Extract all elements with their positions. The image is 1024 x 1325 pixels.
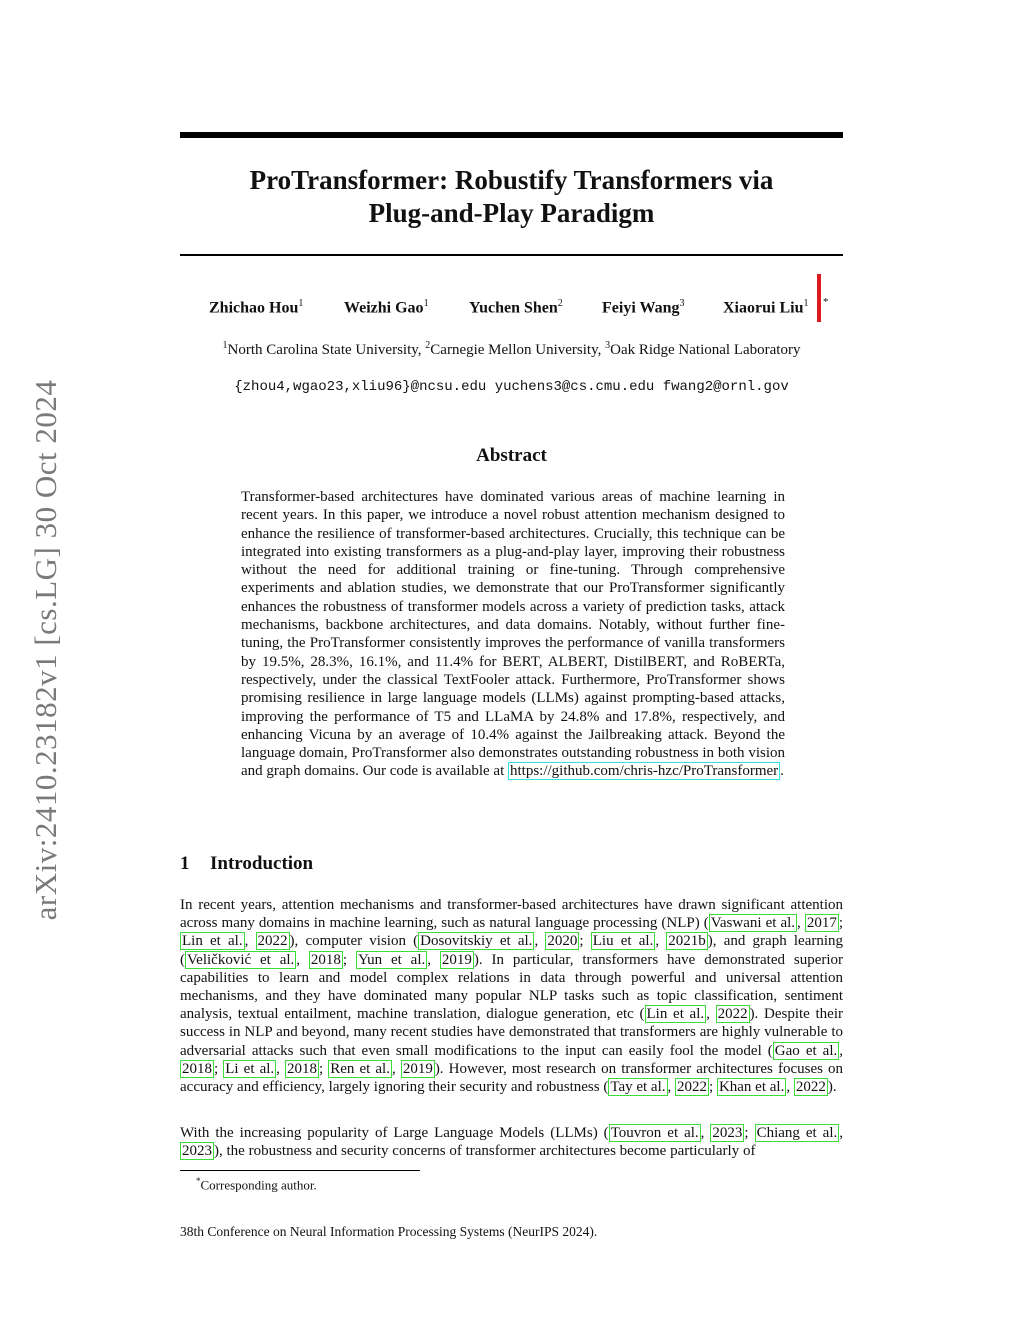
paragraph-text: , <box>839 1042 843 1059</box>
author-emails: {zhou4,wgao23,xliu96}@ncsu.edu yuchens3@cs.cmu.edu fwang2@ornl.gov <box>234 379 789 395</box>
title-line-2: Plug-and-Play Paradigm <box>368 198 655 228</box>
citation-link[interactable]: 2023 <box>712 1125 743 1141</box>
citation-link[interactable]: 2022 <box>257 933 288 950</box>
introduction-paragraph-2 <box>180 1124 843 1160</box>
citation-link[interactable]: Lin et al. <box>646 1006 705 1023</box>
citation-link[interactable]: 2021b <box>668 933 706 950</box>
citation-link[interactable]: Liu et al. <box>592 933 654 950</box>
citation-link[interactable]: Touvron et al. <box>610 1125 699 1141</box>
author-2 <box>344 298 429 317</box>
author-name: Xiaorui Liu <box>723 299 804 317</box>
code-link[interactable]: https://github.com/chris-hzc/ProTransformer <box>510 763 779 780</box>
abstract-text: Transformer-based architectures have dominated various areas of machine learning in recent years. In this paper, we introduce a novel robust attention mechanism designed to enhance the resilience of transformer-based architectures. Crucially, this technique can be integrated into existing transformers as a plug-and-play layer, improving their robustness without the need for additional training or fine-tuning. Through comprehensive experiments and ablation studies, we demonstrate that our ProTransformer significantly enhances the robustness of transformer models across a variety of prediction tasks, attack mechanisms, backbone architectures, and data domains. Notably, without further fine-tuning, the ProTransformer consistently improves the performance of vanilla transformers by 19.5%, 28.3%, 16.1%, and 11.4% for BERT, ALBERT, DistilBERT, and RoBERTa, respectively, under the classical TextFooler attack. Furthermore, ProTransformer shows promising resilience in large language models (LLMs) against prompting-based attacks, improving the performance of T5 and LLaMA by 24.8% and 17.8%, respectively, and enhancing Vicuna by an average of 10.4% against the Jailbreaking attack. Beyond the language domain, ProTransformer also demonstrates outstanding robustness in both vision and graph domains. Our code is available at <box>241 489 785 780</box>
paragraph-text: ), computer vision ( <box>289 933 419 950</box>
affiliation-name: Oak Ridge National Laboratory <box>610 342 801 358</box>
author-name: Zhichao Hou <box>209 299 299 317</box>
section-heading-introduction <box>180 853 313 875</box>
footnote-mark: * <box>196 1176 201 1186</box>
title-bottom-rule <box>180 254 843 256</box>
author-1 <box>209 298 303 317</box>
citation-link[interactable]: 2018 <box>310 951 341 968</box>
introduction-paragraph-1 <box>180 896 843 1096</box>
paragraph-text: , <box>296 951 309 968</box>
paragraph-text: ; <box>342 951 356 968</box>
citation-link[interactable]: Li et al. <box>225 1060 275 1077</box>
paragraph-text: , <box>839 1125 844 1141</box>
corresponding-author-mark: * <box>823 296 829 308</box>
footnote-text: Corresponding author. <box>200 1177 317 1193</box>
paragraph-text: ; <box>214 1060 224 1077</box>
citation-link[interactable]: 2019 <box>402 1060 433 1077</box>
author-list <box>180 298 843 322</box>
section-title: Introduction <box>210 853 314 874</box>
citation-link[interactable]: Gao et al. <box>774 1042 838 1059</box>
title-top-rule <box>180 132 843 138</box>
abstract-body <box>241 488 785 781</box>
paragraph-text: , <box>276 1060 285 1077</box>
paragraph-text: , <box>427 951 440 968</box>
paragraph-text: ). In particular, transformers have demonstrated superior capabilities to learn and model complex relations in data through powerful and universal attention mechanisms, and they have dominated many popular NLP tasks such as topic classification, sentiment analysis, textual entailment, machine translation, dialogue generation, etc ( <box>180 951 844 1023</box>
citation-link[interactable]: 2018 <box>286 1060 317 1077</box>
paragraph-text: With the increasing popularity of Large Language Models (LLMs) ( <box>180 1125 609 1141</box>
citation-link[interactable]: Veličković et al. <box>187 951 295 968</box>
citation-link[interactable]: Tay et al. <box>610 1079 666 1096</box>
section-number: 1 <box>180 853 190 874</box>
paragraph-text: ). <box>827 1079 837 1096</box>
citation-link[interactable]: 2019 <box>441 951 472 968</box>
citation-link[interactable]: 2020 <box>547 933 578 950</box>
affiliations <box>180 340 843 359</box>
author-affiliation-number: 1 <box>298 298 304 309</box>
author-4 <box>602 298 685 317</box>
citation-link[interactable]: Dosovitskiy et al. <box>420 933 533 950</box>
affiliation-name: Carnegie Mellon University, <box>430 342 606 358</box>
citation-link[interactable]: Chiang et al. <box>756 1125 838 1141</box>
citation-link[interactable]: 2017 <box>806 915 837 932</box>
author-name: Feiyi Wang <box>602 299 680 317</box>
abstract-end: . <box>780 763 784 780</box>
author-name: Weizhi Gao <box>344 299 424 317</box>
paragraph-text: ), the robustness and security concerns of transformer architectures become particularly of <box>214 1143 756 1160</box>
paragraph-text: , <box>786 1079 794 1096</box>
citation-link[interactable]: Yun et al. <box>357 951 426 968</box>
paragraph-text: ; <box>744 1125 755 1141</box>
citation-link[interactable]: 2023 <box>182 1143 212 1160</box>
paragraph-text: ; <box>318 1060 329 1077</box>
affiliation-number: 3 <box>605 340 611 351</box>
abstract-heading: Abstract <box>476 445 547 466</box>
citation-link[interactable]: 2022 <box>795 1079 826 1096</box>
paragraph-text: , <box>706 1006 716 1023</box>
affiliation-number: 2 <box>425 340 431 351</box>
paragraph-text: In recent years, attention mechanisms and transformer-based architectures have drawn significant attention across many domains in machine learning, such as natural language processing (NLP) ( <box>180 897 843 932</box>
paragraph-text: ). Despite their success in NLP and beyond, many recent studies have demonstrated that transformers are highly vulnerable to adversarial attacks such that even small modifications to the input can easily fool the model ( <box>180 1006 843 1059</box>
footnote-rule <box>180 1170 420 1171</box>
citation-link[interactable]: Ren et al. <box>330 1060 390 1077</box>
affiliation-name: North Carolina State University, <box>227 342 426 358</box>
arxiv-sidebar <box>6 355 86 945</box>
paragraph-text: ), and graph learning ( <box>180 933 844 968</box>
citation-link[interactable]: 2022 <box>717 1006 748 1023</box>
paragraph-text: , <box>391 1060 401 1077</box>
cursor-marker <box>817 274 821 322</box>
author-affiliation-number: 2 <box>557 298 563 309</box>
citation-link[interactable]: Vaswani et al. <box>710 915 796 932</box>
citation-link[interactable]: Khan et al. <box>718 1079 785 1096</box>
conference-venue: 38th Conference on Neural Information Processing Systems (NeurIPS 2024). <box>180 1224 598 1239</box>
citation-link[interactable]: 2022 <box>677 1079 708 1096</box>
paper-title <box>180 164 843 230</box>
arxiv-identifier: arXiv:2410.23182v1 [cs.LG] 30 Oct 2024 <box>28 379 63 921</box>
citation-link[interactable]: 2018 <box>182 1060 212 1077</box>
paragraph-text: ; <box>579 933 591 950</box>
paragraph-text: , <box>700 1125 711 1141</box>
author-affiliation-number: 1 <box>423 298 429 309</box>
paragraph-text: , <box>667 1079 676 1096</box>
paragraph-text: ; <box>838 915 844 932</box>
footnote <box>196 1176 317 1193</box>
author-5 <box>723 298 808 317</box>
affiliation-number: 1 <box>222 340 228 351</box>
paragraph-text: , <box>244 933 256 950</box>
title-line-1: ProTransformer: Robustify Transformers via <box>249 165 774 195</box>
paragraph-text: , <box>534 933 546 950</box>
author-3 <box>469 298 563 317</box>
author-affiliation-number: 3 <box>679 298 685 309</box>
paragraph-text: ; <box>709 1079 717 1096</box>
author-affiliation-number: 1 <box>803 298 809 309</box>
paragraph-text: , <box>797 915 805 932</box>
author-name: Yuchen Shen <box>469 299 558 317</box>
paragraph-text: ). However, most research on transformer architectures focuses on accuracy and efficiency, largely ignoring their security and robustness ( <box>180 1060 844 1096</box>
paragraph-text: , <box>655 933 667 950</box>
citation-link[interactable]: Lin et al. <box>182 933 243 950</box>
